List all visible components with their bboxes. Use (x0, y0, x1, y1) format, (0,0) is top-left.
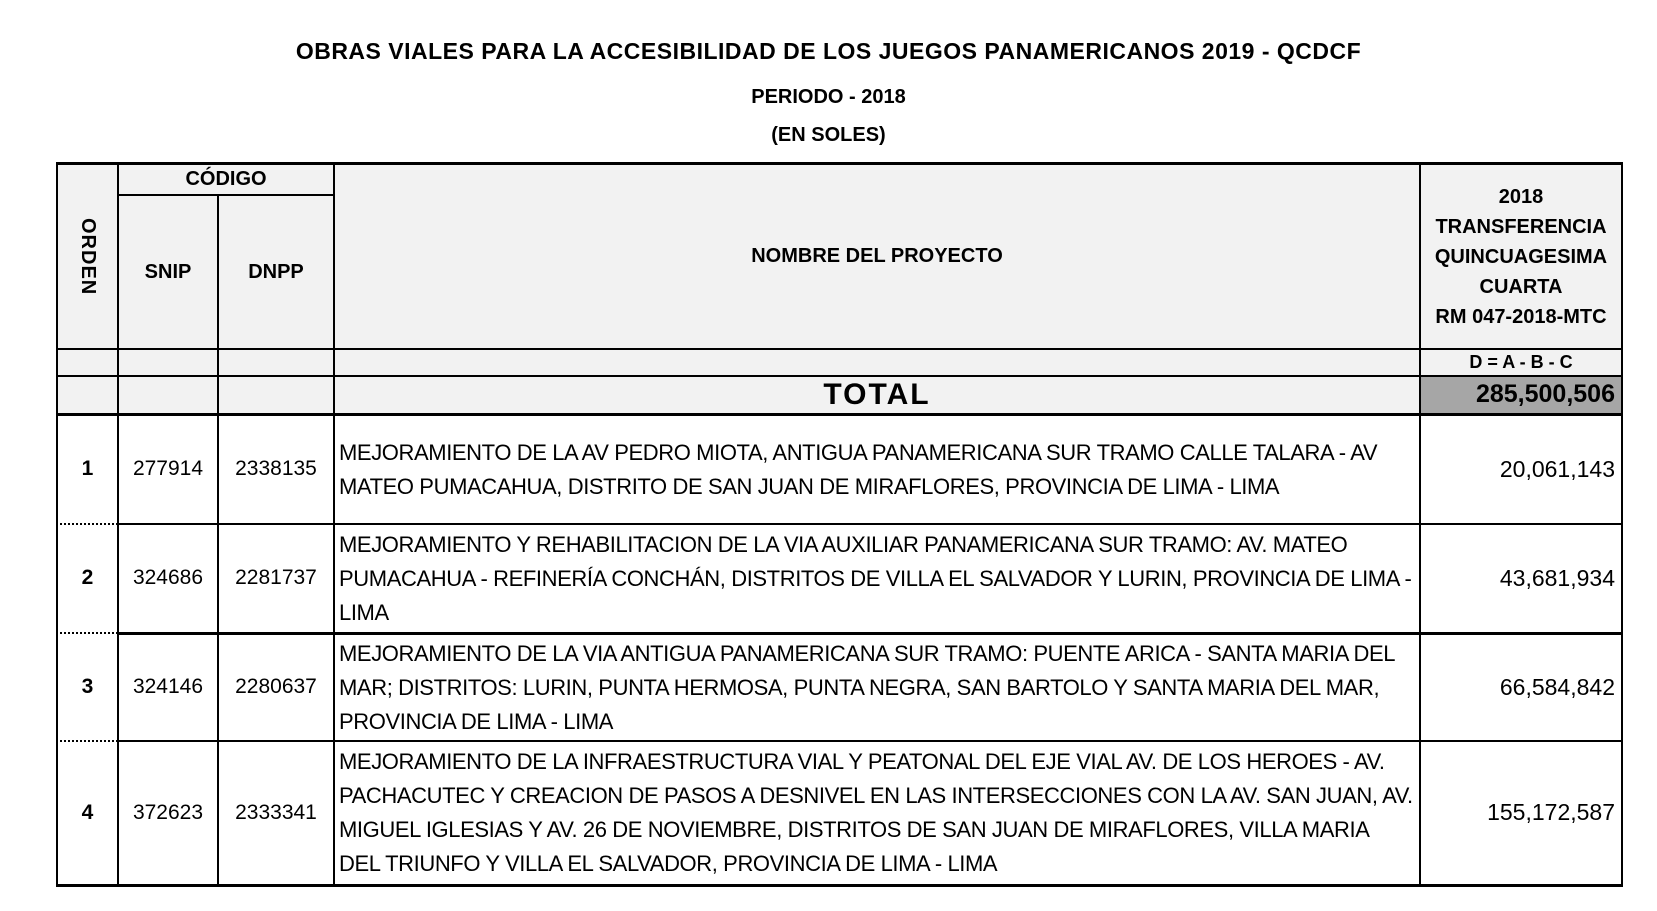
row-snip: 324146 (132, 675, 204, 699)
report-period: PERIODO - 2018 (751, 86, 906, 108)
amount-header-line-3: QUINCUAGESIMA (1434, 245, 1608, 268)
row-orden: 3 (81, 675, 94, 699)
report-currency: (EN SOLES) (771, 124, 886, 146)
col-header-snip: SNIP (144, 260, 192, 283)
row-orden: 1 (81, 457, 94, 481)
col-header-orden: ORDEN (77, 217, 99, 296)
amount-header-line-4: CUARTA (1479, 275, 1563, 298)
row-dnpp: 2333341 (235, 800, 317, 824)
row-monto: 66,584,842 (1499, 673, 1615, 700)
amount-header-year: 2018 (1498, 185, 1544, 208)
col-header-nombre: NOMBRE DEL PROYECTO (751, 245, 1003, 267)
row-snip: 372623 (132, 800, 204, 824)
row-snip: 324686 (132, 566, 204, 590)
row-orden: 2 (81, 566, 94, 590)
row-dnpp: 2338135 (235, 457, 317, 481)
col-header-codigo: CÓDIGO (185, 168, 267, 190)
row-orden: 4 (81, 800, 94, 824)
row-nombre: MEJORAMIENTO DE LA AV PEDRO MIOTA, ANTIGUA PANAMERICANA SUR TRAMO CALLE TALARA - AV MATEO PUMACAHUA, DISTRITO DE SAN JUAN DE MIRAFLORES, PROVINCIA DE LIMA - LIMA (339, 439, 1378, 499)
row-monto: 155,172,587 (1487, 799, 1615, 826)
formula-label: D = A - B - C (1469, 352, 1573, 373)
row-monto: 43,681,934 (1499, 564, 1615, 591)
row-nombre: MEJORAMIENTO Y REHABILITACION DE LA VIA AUXILIAR PANAMERICANA SUR TRAMO: AV. MATEO PUMACAHUA - REFINERÍA CONCHÁN, DISTRITOS DE VILLA EL SALVADOR Y LURIN, PROVINCIA DE LIMA - LIMA (339, 531, 1412, 625)
amount-header-resolution: RM 047-2018-MTC (1435, 305, 1607, 328)
row-nombre: MEJORAMIENTO DE LA VIA ANTIGUA PANAMERICANA SUR TRAMO: PUENTE ARICA - SANTA MARIA DEL MAR; DISTRITOS: LURIN, PUNTA HERMOSA, PUNTA NEGRA, SAN BARTOLO Y SANTA MARIA DEL MAR, PROVINCIA DE LIMA - LIMA (339, 640, 1395, 734)
col-header-amount (1421, 165, 1621, 348)
row-monto: 20,061,143 (1499, 455, 1615, 482)
report-title: OBRAS VIALES PARA LA ACCESIBILIDAD DE LOS JUEGOS PANAMERICANOS 2019 - QCDCF (295, 38, 1362, 64)
row-snip: 277914 (132, 457, 204, 481)
amount-header-line-2: TRANSFERENCIA (1435, 215, 1607, 238)
row-dnpp: 2281737 (235, 566, 317, 590)
total-value: 285,500,506 (1475, 380, 1615, 409)
total-label: TOTAL (823, 377, 931, 411)
row-dnpp: 2280637 (235, 675, 317, 699)
row-nombre: MEJORAMIENTO DE LA INFRAESTRUCTURA VIAL Y PEATONAL DEL EJE VIAL AV. DE LOS HEROES - AV. PACHACUTEC Y CREACION DE PASOS A DESNIVEL EN LAS INTERSECCIONES CON LA AV. SAN JUAN, AV. MIGUEL IGLESIAS Y AV. 26 DE NOVIEMBRE, DISTRITOS DE SAN JUAN DE MIRAFLORES, VILLA MARIA DEL TRIUNFO Y VILLA EL SALVADOR, PROVINCIA DE LIMA - LIMA (339, 749, 1413, 876)
col-header-dnpp: DNPP (248, 260, 304, 283)
